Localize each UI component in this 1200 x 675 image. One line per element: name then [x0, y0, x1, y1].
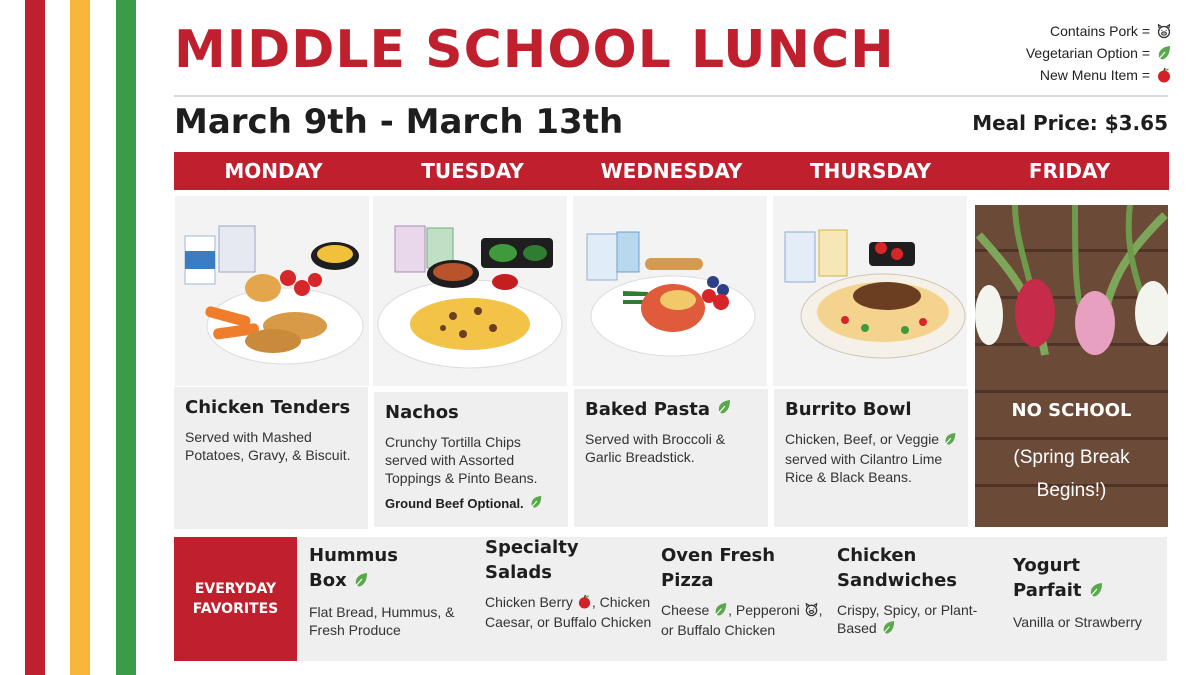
meal-price: Meal Price: $3.65: [972, 111, 1168, 135]
day-label-tuesday: TUESDAY: [421, 159, 524, 183]
favorite-title-line2: Salads: [485, 562, 553, 583]
meal-desc-monday: Served with Mashed Potatoes, Gravy, & Biscuit.: [185, 429, 351, 463]
favorite-item-sandwiches: [837, 543, 1007, 639]
apple-icon: [1156, 67, 1172, 83]
favorite-desc-salads: [485, 593, 655, 631]
menu-card-wednesday: [574, 389, 768, 527]
meal-desc-thursday-a: Chicken, Beef, or Veggie: [785, 431, 940, 447]
spring-break-note: [975, 441, 1168, 507]
everyday-label-line2: FAVORITES: [192, 601, 279, 617]
favorite-title-line2: Parfait: [1013, 580, 1082, 601]
favorite-title-line2: Pizza: [661, 570, 714, 591]
favorite-title-sandwiches: [837, 543, 1007, 593]
favorite-title-pizza: [661, 543, 831, 593]
meal-name-wednesday: Baked Pasta: [585, 399, 711, 420]
leaf-icon: [943, 432, 957, 450]
legend-row-new: [1026, 64, 1172, 86]
legend-label-vegetarian: Vegetarian Option =: [1025, 45, 1150, 61]
leaf-icon: [353, 570, 369, 595]
favorite-desc-pizza: [661, 601, 831, 639]
menu-card-tuesday: [374, 392, 568, 527]
favorite-desc-sandwiches: [837, 601, 1007, 639]
leaf-icon: [881, 620, 896, 639]
favorite-desc-part: Chicken Berry: [485, 594, 573, 610]
page-title: MIDDLE SCHOOL LUNCH: [174, 20, 895, 80]
decorative-stripe-yellow: [70, 0, 90, 675]
menu-card-monday: [174, 387, 368, 529]
meal-desc-tuesday: Crunchy Tortilla Chips served with Assorted Toppings & Pinto Beans.: [385, 434, 538, 486]
legend-row-pork: [1026, 20, 1172, 42]
spring-break-line1: (Spring Break: [1013, 447, 1130, 468]
no-school-panel: [975, 205, 1168, 527]
apple-icon: [577, 594, 592, 613]
leaf-icon: [1156, 45, 1172, 61]
meal-desc-wednesday: Served with Broccoli & Garlic Breadstick.: [585, 431, 726, 465]
day-header-bar: [174, 152, 1169, 190]
favorite-item-pizza: [661, 543, 831, 639]
week-range: March 9th - March 13th: [174, 102, 624, 142]
meal-name-tuesday: Nachos: [385, 402, 459, 423]
day-label-thursday: THURSDAY: [809, 159, 932, 183]
favorite-title-line1: Oven Fresh: [661, 545, 776, 566]
everyday-favorites-label: [174, 537, 297, 661]
legend-label-new: New Menu Item =: [1039, 67, 1150, 83]
leaf-icon: [529, 495, 543, 512]
spring-break-line2: Begins!): [1036, 480, 1107, 501]
favorite-desc-part: , Pepperoni: [728, 602, 800, 618]
nachos-photo: [373, 196, 567, 386]
favorite-item-salads: [485, 535, 655, 631]
baked-pasta-photo: [573, 196, 767, 386]
leaf-icon: [1088, 580, 1104, 605]
favorite-title-line1: Hummus: [309, 545, 398, 566]
favorite-title-line1: Yogurt: [1013, 555, 1080, 576]
pig-icon: [804, 602, 819, 621]
meal-option-tuesday: Ground Beef Optional.: [385, 496, 524, 511]
leaf-icon: [716, 399, 732, 420]
icon-legend: [1026, 20, 1172, 86]
favorite-desc-part: , Chicken Caesar, or Buffalo Chicken: [485, 594, 652, 630]
favorite-title-line1: Specialty: [485, 537, 579, 558]
header-divider: [174, 95, 1168, 97]
day-label-friday: FRIDAY: [1028, 159, 1111, 183]
burrito-bowl-photo: [773, 196, 967, 386]
meal-name-thursday: Burrito Bowl: [785, 399, 912, 420]
pig-icon: [1156, 23, 1172, 39]
favorite-desc-part: Crispy, Spicy, or Plant-Based: [837, 602, 978, 636]
favorite-title-line2: Sandwiches: [837, 570, 958, 591]
meal-desc-thursday-b: served with Cilantro Lime Rice & Black Beans.: [785, 451, 943, 485]
chicken-tenders-photo: [175, 196, 369, 386]
favorite-item-hummus: [309, 543, 479, 639]
meal-name-monday: Chicken Tenders: [185, 397, 351, 418]
favorite-desc-part: , or Buffalo Chicken: [661, 602, 823, 638]
decorative-stripe-red: [25, 0, 45, 675]
favorite-title-line1: Chicken: [837, 545, 917, 566]
decorative-stripe-green: [116, 0, 136, 675]
menu-card-thursday: [774, 389, 968, 527]
favorite-title-hummus: [309, 543, 479, 595]
no-school-label: NO SCHOOL: [1011, 400, 1132, 421]
everyday-favorites-panel: [297, 537, 1167, 661]
favorite-desc-hummus: Flat Bread, Hummus, & Fresh Produce: [309, 604, 455, 638]
legend-row-vegetarian: [1026, 42, 1172, 64]
day-label-monday: MONDAY: [224, 159, 323, 183]
favorite-title-salads: [485, 535, 655, 585]
favorite-desc-part: Cheese: [661, 602, 710, 618]
favorite-title-parfait: [1013, 553, 1183, 605]
favorite-desc-parfait: Vanilla or Strawberry: [1013, 614, 1142, 630]
favorite-title-line2: Box: [309, 570, 347, 591]
everyday-label-line1: EVERYDAY: [194, 581, 277, 597]
leaf-icon: [713, 602, 728, 621]
day-label-wednesday: WEDNESDAY: [600, 159, 743, 183]
favorite-item-parfait: [1013, 553, 1183, 631]
legend-label-pork: Contains Pork =: [1050, 23, 1150, 39]
